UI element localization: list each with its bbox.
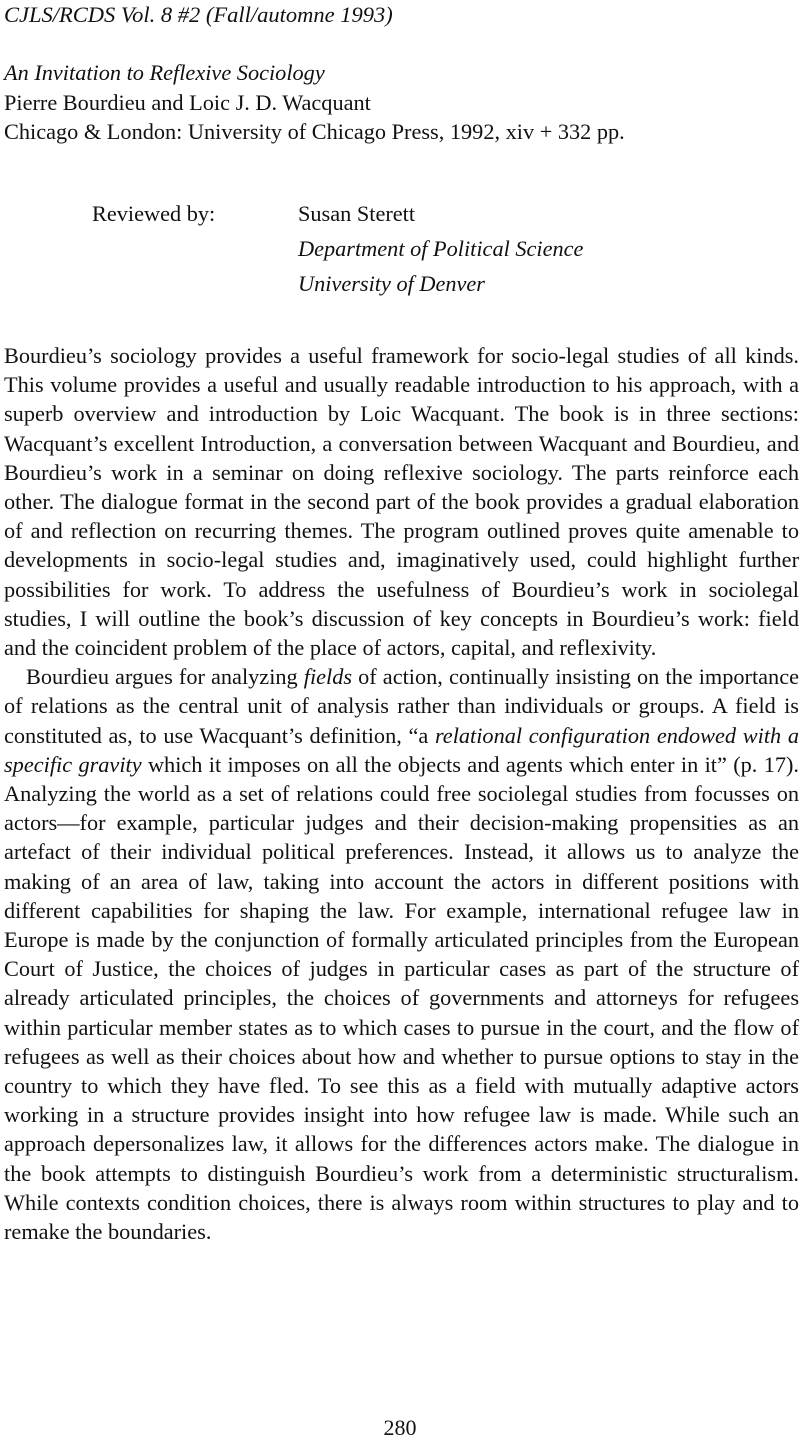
paragraph-1: Bourdieu’s sociology provides a useful framework for socio-legal studies of all kinds. This volume provides a useful and usually readable introduction to his approach, with a superb overview and introduction by Loic Wacquant. The book is in three sections: Wacquant’s excellent Introduction, a conversation between Wacquant and Bourdieu, and Bourdieu’s work in a seminar on doing reflexive sociology. The parts reinforce each other. The dialogue format in the second part of the book provides a gradual elaboration of and reflection on recurring themes. The program outlined proves quite amenable to developments in socio-legal studies and, imaginatively used, could highlight further possibilities for work. To address the usefulness of Bourdieu’s work in sociolegal studies, I will outline the book’s discussion of key concepts in Bourdieu’s work: field and the coincident problem of the place of actors, capital, and reflexivity. [4,343,799,661]
book-citation [4,58,625,147]
book-title: An Invitation to Reflexive Sociology [4,60,325,85]
paragraph-2-text-a: Bourdieu argues for analyzing [26,664,304,690]
reviewer-name: Susan Sterett [298,201,416,226]
book-authors: Pierre Bourdieu and Loic J. D. Wacquant [4,89,371,115]
fields-term: fields [303,664,353,690]
field-definition-quote: relational configuration endowed with a specific gravity [4,722,800,777]
journal-header: CJLS/RCDS Vol. 8 #2 (Fall/automne 1993) [4,2,393,27]
reviewer-info [298,196,583,301]
paragraph-2-text-b: of action, continually insisting on the importance of relations as the central unit of analysis rather than individuals or groups. A field is constituted as, to use Wacquant’s definition, “a [4,664,799,748]
paragraph-2 [4,662,799,1246]
reviewer-university: University of Denver [298,271,485,296]
book-publication: Chicago & London: University of Chicago Press, 1992, xiv + 332 pp. [4,119,625,144]
review-body [4,341,799,1246]
paragraph-2-text-c: which it imposes on all the objects and agents which enter in it” (p. 17). Analyzing the world as a set of relations could free sociolegal studies from focusses on actors—for example, particular judges and their decision-making propensities as an artefact of their individual political preferences. Instead, it allows us to analyze the making of an area of law, taking into account the actors in different positions with different capabilities for shaping the law. For example, international refugee law in Europe is made by the conjunction of formally articulated principles from the European Court of Justice, the choices of judges in particular cases as part of the structure of already articulated principles, the choices of governments and attorneys for refugees within particular member states as to which cases to pursue in the court, and the flow of refugees as well as their choices about how and whether to pursue options to stay in the country to which they have fled. To see this as a field with mutually adaptive actors working in a structure provides insight into how refugee law is made. While such an approach depersonalizes law, it allows for the differences actors make. The dialogue in the book attempts to distinguish Bourdieu’s work from a deterministic structuralism. While contexts condition choices, there is always room within structures to play and to remake the boundaries. [4,751,799,1245]
page-number: 280 [383,1415,417,1440]
reviewer-department: Department of Political Science [298,236,584,261]
reviewed-by-label: Reviewed by: [92,201,216,226]
